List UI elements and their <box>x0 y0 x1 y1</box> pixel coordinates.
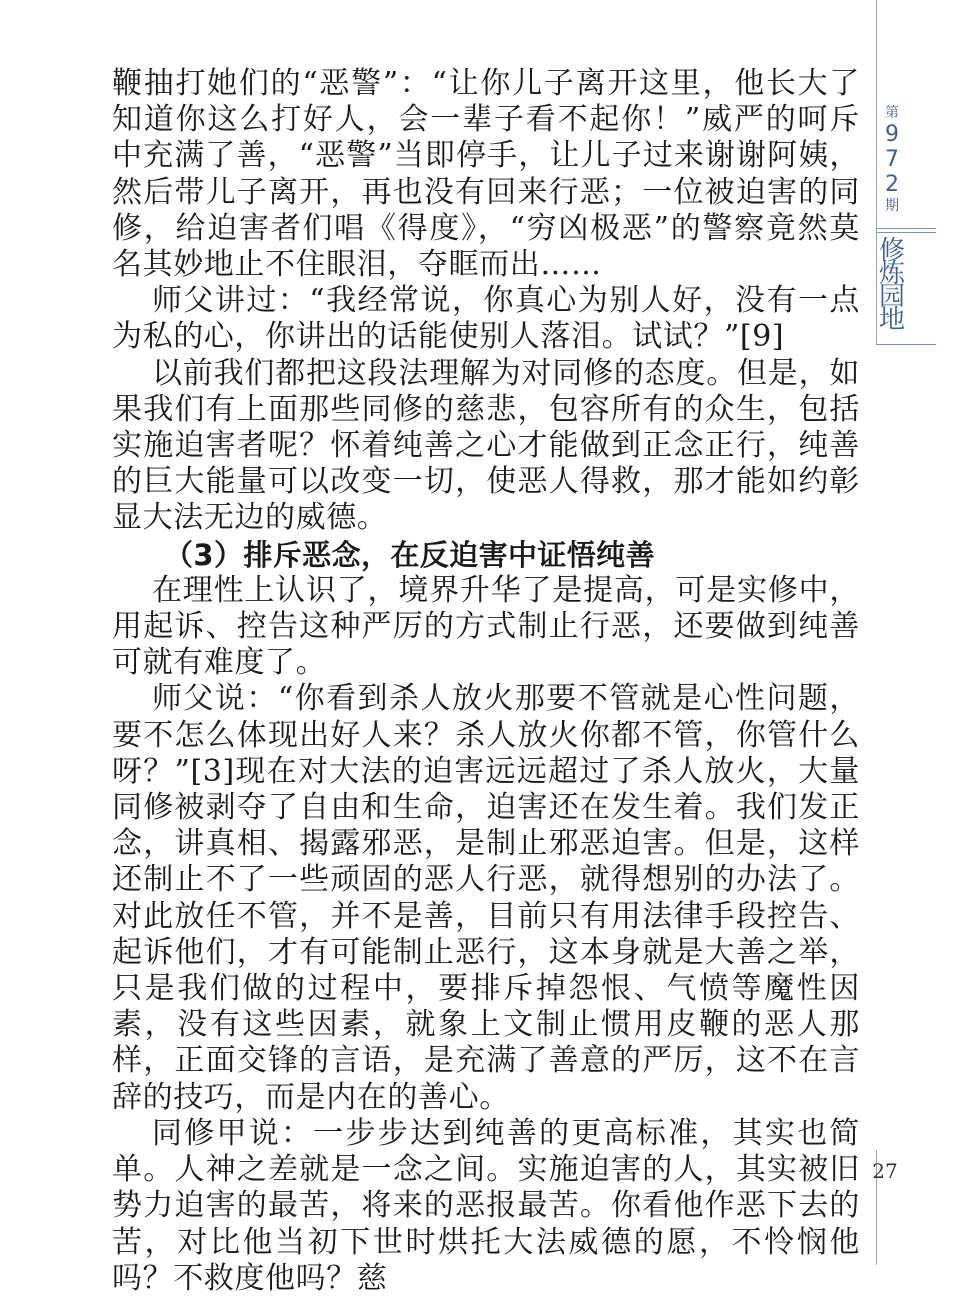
issue-prefix: 第 <box>885 105 899 121</box>
sidebar-divider <box>876 228 936 229</box>
issue-digit: 2 <box>885 172 899 197</box>
paragraph: 同修甲说：一步步达到纯善的更高标准，其实也简单。人神之差就是一念之间。实施迫害的人，其实被旧势力迫害的最苦，将来的恶报最苦。你看他作恶下去的苦，对比他当初下世时烘托大法威德的愿，不怜悯他吗？不救度他吗？慈 <box>112 1115 860 1296</box>
paragraph: 在理性上认识了，境界升华了是提高，可是实修中，用起诉、控告这种严厉的方式制止行恶，还要做到纯善可就有难度了。 <box>112 572 860 681</box>
paragraph: 鞭抽打她们的“恶警”：“让你儿子离开这里，他长大了知道你这么打好人，会一辈子看不起你！”威严的呵斥中充满了善，“恶警”当即停手，让儿子过来谢谢阿姨，然后带儿子离开，再也没有回来行恶；一位被迫害的同修，给迫害者们唱《得度》，“穷凶极恶”的警察竟然莫名其妙地止不住眼泪，夺眶而出…… <box>112 66 860 283</box>
column-title-char: 修 <box>878 236 905 266</box>
issue-digit: 7 <box>885 147 899 172</box>
sidebar-divider <box>876 232 936 233</box>
issue-digit: 9 <box>885 122 899 147</box>
article-body <box>112 66 860 1297</box>
paragraph: 师父讲过：“我经常说，你真心为别人好，没有一点为私的心，你讲出的话能使别人落泪。试试？”[9] <box>112 283 860 355</box>
column-title-char: 园 <box>878 282 905 312</box>
paragraph: 师父说：“你看到杀人放火那要不管就是心性问题，要不怎么体现出好人来？杀人放火你都不管，你管什么呀？”[3]现在对大法的迫害远远超过了杀人放火，大量同修被剥夺了自由和生命，迫害还在发生着。我们发正念，讲真相、揭露邪恶，是制止邪恶迫害。但是，这样还制止不了一些顽固的恶人行恶，就得想别的办法了。对此放任不管，并不是善，目前只有用法律手段控告、起诉他们，才有可能制止恶行，这本身就是大善之举，只是我们做的过程中，要排斥掉怨恨、气愤等魔性因素，没有这些因素，就象上文制止惯用皮鞭的恶人那样，正面交锋的言语，是充满了善意的严厉，这不在言辞的技巧，而是内在的善心。 <box>112 681 860 1115</box>
sidebar-divider <box>876 344 936 345</box>
issue-suffix: 期 <box>885 198 899 214</box>
column-title-char: 地 <box>878 305 905 335</box>
section-heading: （3）排斥恶念，在反迫害中证悟纯善 <box>164 537 655 572</box>
issue-number <box>877 104 907 215</box>
column-title <box>877 236 907 335</box>
column-title-char: 炼 <box>878 259 905 289</box>
page-number: 27 <box>872 1159 898 1183</box>
paragraph: 以前我们都把这段法理解为对同修的态度。但是，如果我们有上面那些同修的慈悲，包容所有的众生，包括实施迫害者呢？怀着纯善之心才能做到正念正行，纯善的巨大能量可以改变一切，使恶人得救，那才能如约彰显大法无边的威德。 <box>112 355 860 536</box>
